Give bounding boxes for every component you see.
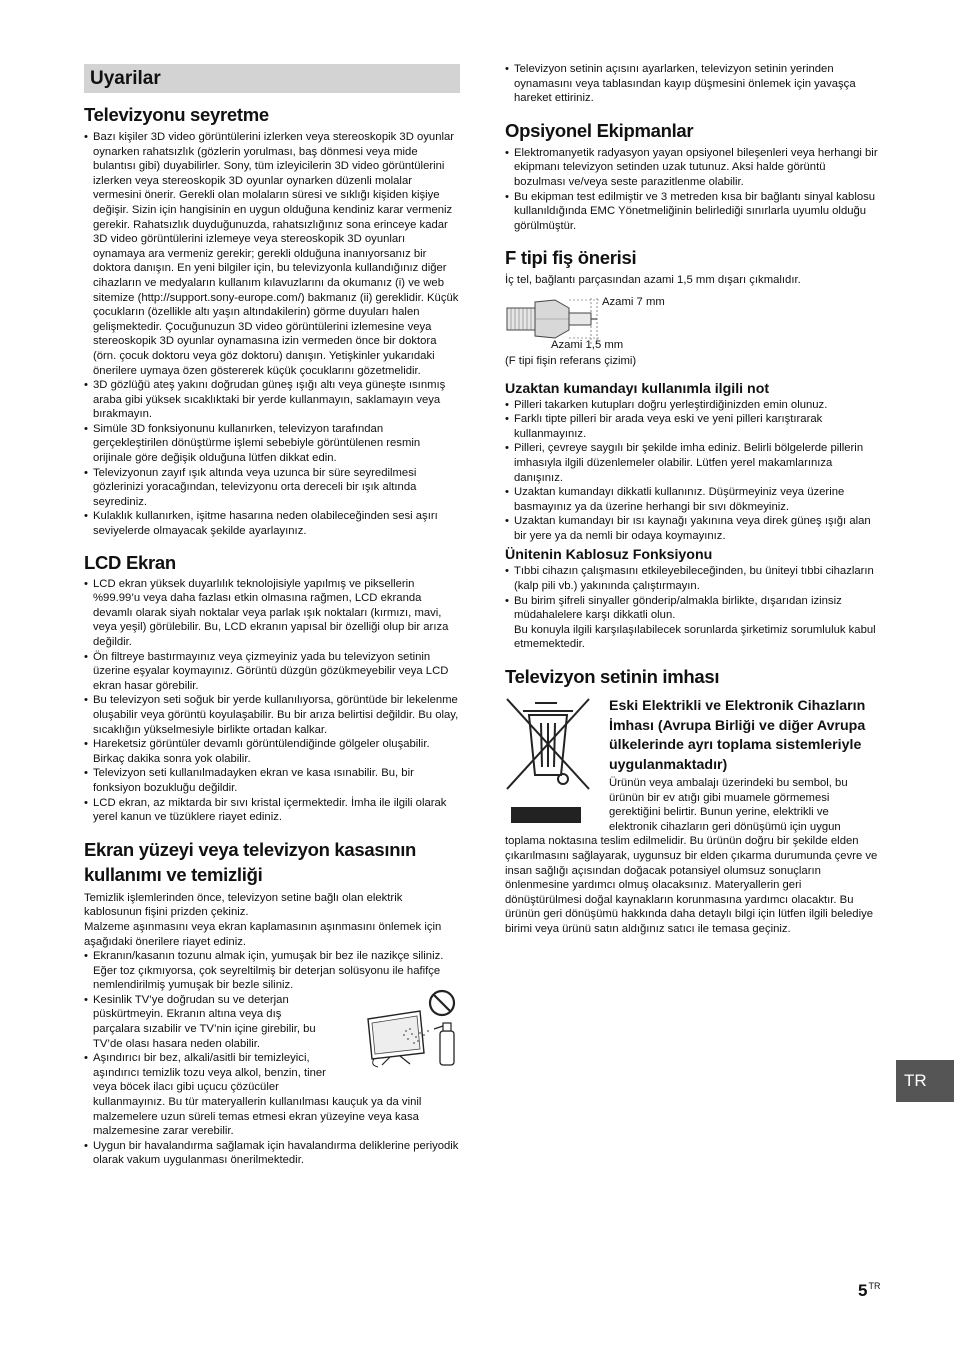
list-item: • Pilleri takarken kutupları doğru yerleştirdiğinizden emin olunuz. (505, 398, 880, 413)
language-tab: TR (896, 1060, 954, 1102)
ftype-title: F tipi fiş önerisi (505, 247, 637, 269)
plug-figure (505, 296, 880, 358)
optional-list (505, 146, 880, 234)
clean-intro-1: Temizlik işlemlerinden önce, televizyon setine bağlı olan elektrik kablosunun fişini prizden çekiniz. (84, 891, 403, 919)
clean-intro-2: Malzeme aşınmasını veya ekran kaplamasının aşınmasını önlemek için aşağıdaki önerilere riayet ediniz. (84, 920, 442, 948)
list-item: • 3D gözlüğü ateş yakını doğrudan güneş ışığı altı veya güneşte ısınmış araba gibi yüksek sıcaklıktaki bir yerde kullanmayın, saklamayın veya bırakmayın. (84, 378, 460, 422)
list-item: • Tıbbi cihazın çalışmasını etkileyebileceğinden, bu üniteyi tıbbi cihazların (kalp pili vb.) yakınında çalıştırmayın. (505, 564, 880, 593)
remote-title: Uzaktan kumandayı kullanımla ilgili not (505, 380, 770, 397)
section-banner: Uyarilar (84, 64, 460, 93)
clean-list-3 (84, 1139, 460, 1168)
wireless-title: Ünitenin Kablosuz Fonksiyonu (505, 547, 713, 564)
page-number-suffix: TR (868, 1281, 881, 1291)
ftype-text: İç tel, bağlantı parçasından azami 1,5 mm dışarı çıkmalıdır. (505, 274, 801, 287)
list-item: • Hareketsiz görüntüler devamlı görüntülendiğinde gölgeler oluşabilir. Birkaç dakika sonra yok olabilir. (84, 737, 460, 766)
list-item: • Ekranın/kasanın tozunu almak için, yumuşak bir bez ile nazikçe siliniz. Eğer toz çıkmıyorsa, çok seyreltilmiş bir deterjan solüsyonu ile hafifçe nemlendirilmiş yumuşak bir bezle siliniz. (84, 949, 460, 993)
plug-label-7mm: Azami 7 mm (602, 295, 665, 308)
wireless-item-2-cont: Bu konuyla ilgili karşılaşılabilecek sorunlarda şirketimiz sorumluluk kabul etmemektedir. (514, 623, 876, 651)
list-item: • Uzaktan kumandayı bir ısı kaynağı yakınına veya direk güneş ışığı alan bir yere ya da nemli bir odaya koymayınız. (505, 514, 880, 543)
list-item: • Bu televizyon seti soğuk bir yerde kullanılıyorsa, görüntüde bir lekelenme oluşabilir veya görüntü koyulaşabilir. Bu bir arıza belirtisi değildir. Bu olay, sıcaklığın yükselmesiyle birlikte ortadan kalkar. (84, 693, 460, 737)
list-item: • Simüle 3D fonksiyonunu kullanırken, televizyon tarafından gerçekleştirilen dönüştürme işlemi sebebiyle görüntülenen resmin orijinale göre değişik olduğuna lütfen dikkat edin. (84, 422, 460, 466)
clean-list (84, 949, 460, 993)
tv-watch-list (84, 130, 460, 539)
list-item: • Pilleri, çevreye saygılı bir şekilde imha ediniz. Belirli bölgelerde pillerin imhasıyla ilgili düzenlemeler olabilir. Lütfen yerel makamlarınıza danışınız. (505, 441, 880, 485)
plug-label-15mm: Azami 1,5 mm (551, 338, 624, 351)
top-list (505, 62, 880, 106)
wireless-list (505, 564, 880, 622)
weee-text-2: toplama noktasına teslim edilmelidir. Bu ürünün doğru bir şekilde elden çıkarılmasını sağlayarak, uygunsuz bir elden çıkarma durumunda çevre ve insan sağlığı açısından doğacak potansiyel olumsuz sonuçların önlenmesine yardımcı olmuş olacaksınız. Materyallerin geri dönüştürülmesi doğal kaynakların korunmasına yardımcı olacaktır. Bu ürünün geri dönüşümü hakkında daha detaylı bilgi için lütfen ilgili belediye birimi veya ürünü satın aldığınız satıcı ile temasa geçiniz. (505, 835, 878, 935)
page-number (858, 1281, 880, 1301)
clean-item-3-cont: kullanmayınız. Bu tür materyallerin kullanılması kauçuk ya da vinil malzemelere uzun süreli temas etmesi ekran yüzeyine veya kasa malzemesine zarar verebilir. (93, 1096, 422, 1138)
left-column (84, 62, 460, 1168)
crossed-bin-icon (505, 697, 591, 823)
list-item: • Televizyon seti kullanılmadayken ekran ve kasa ısınabilir. Bu, bir fonksiyon bozukluğu değildir. (84, 766, 460, 795)
clean-illustration-block (84, 993, 460, 1168)
list-item: • Bu birim şifreli sinyaller gönderip/almakla birlikte, dışarıdan izinsiz müdahalelere karşı dikkatli olun. (505, 594, 880, 623)
list-item: • Kulaklık kullanırken, işitme hasarına neden olabileceğinden sesi aşırı seviyelerde olmayacak şekilde ayarlayınız. (84, 509, 460, 538)
remote-list (505, 398, 880, 544)
list-item: • Ön filtreye bastırmayınız veya çizmeyiniz yada bu televizyon setinin üzerine eşyalar koymayınız. Görüntü düzgün gözükmeyebilir veya LCD ekran hasar görebilir. (84, 650, 460, 694)
weee-block (505, 697, 880, 834)
page-number-value: 5 (858, 1281, 868, 1300)
lcd-title: LCD Ekran (84, 551, 176, 573)
list-item: • Televizyonun zayıf ışık altında veya uzunca bir süre seyredilmesi gözlerinizi yoracağından, televizyonu orta dereceli bir ışık altında seyrediniz. (84, 466, 460, 510)
list-item: • Kesinlik TV’ye doğrudan su ve deterjan püskürtmeyin. Ekranın altına veya dış parçalara sızabilir ve TV’nin içine girebilir, bu TV’de olası hasara neden olabilir. (84, 993, 318, 1051)
list-item: • Uygun bir havalandırma sağlamak için havalandırma deliklerine periyodik olarak vakum uygulanması önerilmektedir. (84, 1139, 460, 1168)
weee-text-1: Ürünün veya ambalajı üzerindeki bu sembol, bu ürünün bir ev atığı gibi muamele görmemesi gerektiğini belirtir. Bunun yerine, elektrikli ve elektronik cihazların geri dönüşümü için uygun (609, 777, 848, 833)
lcd-list (84, 577, 460, 825)
tv-spray-no-icon (360, 989, 460, 1069)
list-item: • LCD ekran, az miktarda bir sıvı kristal içermektedir. İmha ile ilgili olarak yerel kanun ve tüzüklere riayet ediniz. (84, 796, 460, 825)
disposal-title: Televizyon setinin imhası (505, 666, 720, 688)
list-item: • Uzaktan kumandayı dikkatli kullanınız. Düşürmeyiniz veya üzerine basmayınız ya da üzerine herhangi bir sıvı dökmeyiniz. (505, 485, 880, 514)
plug-caption: (F tipi fişin referans çizimi) (505, 354, 637, 367)
list-item: • Elektromanyetik radyasyon yayan opsiyonel bileşenleri veya herhangi bir ekipmanı televizyon setinden uzak tutunuz. Aksi halde görüntü bozulması ve/veya seste parazitlenme olabilir. (505, 146, 880, 190)
tv-watch-title: Televizyonu seyretme (84, 104, 269, 125)
list-item: • Aşındırıcı bir bez, alkali/asitli bir temizleyici, aşındırıcı temizlik tozu veya alkol, benzin, tiner veya böcek ilacı gibi uçucu çözücüler (84, 1051, 348, 1095)
optional-title: Opsiyonel Ekipmanlar (505, 119, 694, 141)
list-item: • Bazı kişiler 3D video görüntülerini izlerken veya stereoskopik 3D oyunlar oynarken rahatsızlık (gözlerin yorulması, baş dönmesi veya mide bulantısı gibi) duyabilirler. Sony, tüm izleyicilerin 3D video görüntülerini izlerken veya stereoskopik 3D oyunlar oynarken düzenli molalar vermesini önerir. Gerekli olan molaların süresi ve sıklığı kişiden kişiye değişir. Sizin için hangisinin en uygun olduğuna kendiniz karar vermeniz gerekir. Rahatsızlık duyduğunuzda, rahatsızlığınız sona erinceye kadar 3D video görüntülerini izlemeye veya stereoskopik 3D oyunları oynamaya ara vermeniz gerekir; gerekli olduğuna inanıyorsanız bir doktora danışın. En yeni bilgiler için, bu televizyonla kullandığınız diğer cihazların ve medyaların kullanım kılavuzlarını da okumanız (i) ve web sitemize (http://support.sony-europe.com/) bakmanız (ii) gereklidir. Küçük çocukların (özellikle altı yaşın altındakilerin) görme duyuları halen gelişmektedir. Çocuğunuzun 3D video görüntülerini izlemesine veya stereoskopik 3D oyunlar oynamasına izin vermeden önce bir doktora (örn. çocuk doktoru veya göz doktoru) danışın. Yetişkinler yukarıdaki önerilere uymaya özen göstererek küçük çocuklarını gözetmelidir. (84, 130, 460, 378)
list-item: • LCD ekran yüksek duyarlılık teknolojisiyle yapılmış ve piksellerin %99.99’u veya daha fazlası etkin olmasına rağmen, LCD ekranda devamlı olarak siyah noktalar veya parlak ışık noktaları (kırmızı, mavi, veya yeşil) görülebilir. Bu, LCD ekranın yapısal bir özelliği olup bir arıza değildir. (84, 577, 460, 650)
weee-content (609, 697, 880, 834)
weee-title: Eski Elektrikli ve Elektronik Cihazların İmhası (Avrupa Birliği ve diğer Avrupa ülkelerinde ayrı toplama sistemleriyle uygulanmaktadır) (609, 698, 866, 773)
list-item: • Televizyon setinin açısını ayarlarken, televizyon setinin yerinden oynamasını veya tablasından kayıp düşmesini önlemek için yavaşça hareket ettiriniz. (505, 62, 880, 106)
list-item: • Farklı tipte pilleri bir arada veya eski ve yeni pilleri karıştırarak kullanmayınız. (505, 412, 880, 441)
list-item: • Bu ekipman test edilmiştir ve 3 metreden kısa bir bağlantı sinyal kablosu kullanıldığında EMC Yönetmeliğinin belirlediği sınırlarla uyumlu olduğu görülmüştür. (505, 190, 880, 234)
clean-title: Ekran yüzeyi veya televizyon kasasının kullanımı ve temizliği (84, 838, 417, 885)
right-column (505, 62, 880, 937)
